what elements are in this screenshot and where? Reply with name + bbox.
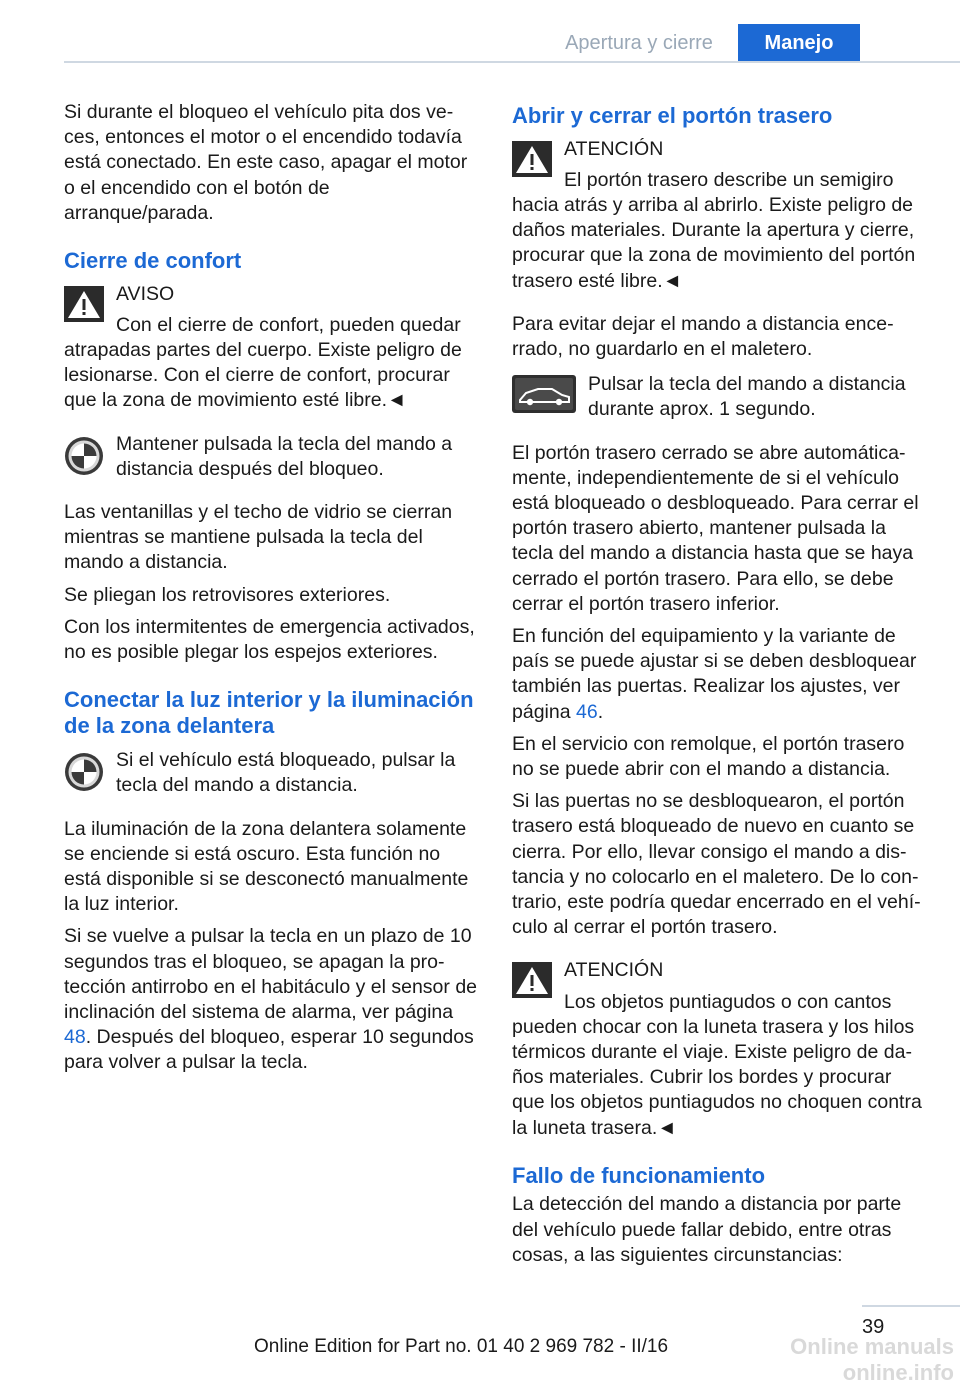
warning-triangle-icon xyxy=(512,962,552,998)
watermark: Online manuals online.info xyxy=(790,1334,954,1385)
text-run: . Después del bloqueo, esperar 10 segundos para volver a pulsar la tecla. xyxy=(64,1026,474,1074)
warning-title: ATENCIÓN xyxy=(564,137,664,160)
heading-porton-trasero: Abrir y cerrar el portón trasero xyxy=(512,103,833,128)
paragraph-bloqueo-pita: Si durante el bloqueo el vehículo pita dos veces, entonces el motor o el encendido todavía está conectado. En este caso, apagar el motor o el encendido con el botón de arranque/parada. xyxy=(64,101,468,224)
heading-fallo-funcionamiento: Fallo de funcionamiento xyxy=(512,1162,766,1188)
hint-mantener-pulsada xyxy=(64,432,480,482)
right-column xyxy=(512,100,928,1275)
header-section-tab: Apertura y cierre xyxy=(565,32,713,54)
warning-text: Los objetos puntiagudos o con cantos pueden chocar con la luneta trasera y los hilos térmicos durante el viaje. Existe peligro de daños materiales. Cubrir los bordes y procurar que los objetos puntiagudos no choquen contra la luneta trasera.◄ xyxy=(512,990,922,1139)
page-link-46[interactable]: 46 xyxy=(575,700,598,723)
bmw-key-icon xyxy=(64,752,104,792)
paragraph-volver-pulsar xyxy=(64,924,480,1075)
paragraph-intermitentes: Con los intermitentes de emergencia activados, no es posible plegar los espejos exteriores. xyxy=(64,615,475,663)
hint-pulsar-tecla xyxy=(512,372,928,422)
bmw-key-icon xyxy=(64,436,104,476)
heading-luz-interior: Conectar la luz interior y la iluminación de la zona delantera xyxy=(64,687,474,738)
warning-triangle-icon xyxy=(512,141,552,177)
edition-line: Online Edition for Part no. 01 40 2 969 782 - II/16 xyxy=(254,1336,669,1357)
page-number: 39 xyxy=(862,1316,885,1338)
header-chapter-tab: Manejo xyxy=(738,24,860,62)
warning-triangle-icon xyxy=(64,286,104,322)
text-run: Si se vuelve a pulsar la tecla en un plazo de 10 segundos tras el bloqueo, se apagan la protección antirrobo en el habitáculo y el sensor de inclinación del sistema de alarma, ver página xyxy=(64,925,478,1023)
warning-atencion-porton xyxy=(512,137,928,294)
left-column xyxy=(64,100,480,1083)
header-rule xyxy=(64,61,960,63)
paragraph-porton-abre: El portón trasero cerrado se abre automáticamente, independientemente de si el vehículo está bloqueado o desbloqueado. Para cerrar el portón trasero abierto, mantener pulsada la tecla del mando a distancia hasta que se haya cerrado el portón trasero. Para ello, se debe cerrar el portón trasero inferior. xyxy=(512,441,919,615)
warning-aviso xyxy=(64,282,480,414)
hint-text: Mantener pulsada la tecla del mando a distancia después del bloqueo. xyxy=(116,432,453,480)
hint-text: Si el vehículo está bloqueado, pulsar la tecla del mando a distancia. xyxy=(116,749,456,797)
hint-vehiculo-bloqueado xyxy=(64,748,480,798)
warning-text: Con el cierre de confort, pueden quedar atrapadas partes del cuerpo. Existe peligro de lesionarse. Con el cierre de confort, procurar que la zona de movimiento esté libre.◄ xyxy=(64,313,462,412)
paragraph-equipamiento xyxy=(512,624,928,725)
warning-atencion-objetos xyxy=(512,958,928,1140)
footer-rule xyxy=(862,1305,960,1307)
tailgate-key-icon xyxy=(512,375,576,413)
paragraph-deteccion: La detección del mando a distancia por parte del vehículo puede fallar debido, entre otras cosas, a las siguientes circunstancias: xyxy=(512,1193,902,1266)
page-link-48[interactable]: 48 xyxy=(64,1026,86,1049)
heading-cierre-confort: Cierre de confort xyxy=(64,248,242,274)
hint-text: Pulsar la tecla del mando a distancia durante aprox. 1 segundo. xyxy=(588,373,906,421)
paragraph-puertas-no-desbloquearon: Si las puertas no se desbloquearon, el portón trasero está bloqueado de nuevo en cuanto se cierra. Por ello, llevar consigo el mando a distancia y no colocarlo en el maletero. De lo contrario, este podría quedar encerrado en el vehículo al cerrar el portón trasero. xyxy=(512,790,921,939)
warning-title: ATENCIÓN xyxy=(564,959,664,982)
paragraph-retrovisores: Se pliegan los retrovisores exteriores. xyxy=(64,583,391,606)
paragraph-ventanillas: Las ventanillas y el techo de vidrio se cierran mientras se mantiene pulsada la tecla del mando a distancia. xyxy=(64,500,453,574)
paragraph-iluminacion: La iluminación de la zona delantera solamente se enciende si está oscuro. Esta función no está disponible si se desconectó manualmente la luz interior. xyxy=(64,817,469,916)
text-run: . xyxy=(597,700,604,723)
text-run: En función del equipamiento y la variante de país se puede ajustar si se deben desbloquear también las puertas. Realizar los ajustes, ver página xyxy=(512,624,917,723)
paragraph-evitar-encerrado: Para evitar dejar el mando a distancia encerrado, no guardarlo en el maletero. xyxy=(512,312,894,360)
warning-text: El portón trasero describe un semigiro hacia atrás y arriba al abrirlo. Existe peligro de daños materiales. Durante la apertura y cierre, procurar que la zona de movimiento del portón trasero esté libre.◄ xyxy=(512,168,916,292)
paragraph-remolque: En el servicio con remolque, el portón trasero no se puede abrir con el mando a distancia. xyxy=(512,732,905,780)
warning-title: AVISO xyxy=(116,282,175,305)
